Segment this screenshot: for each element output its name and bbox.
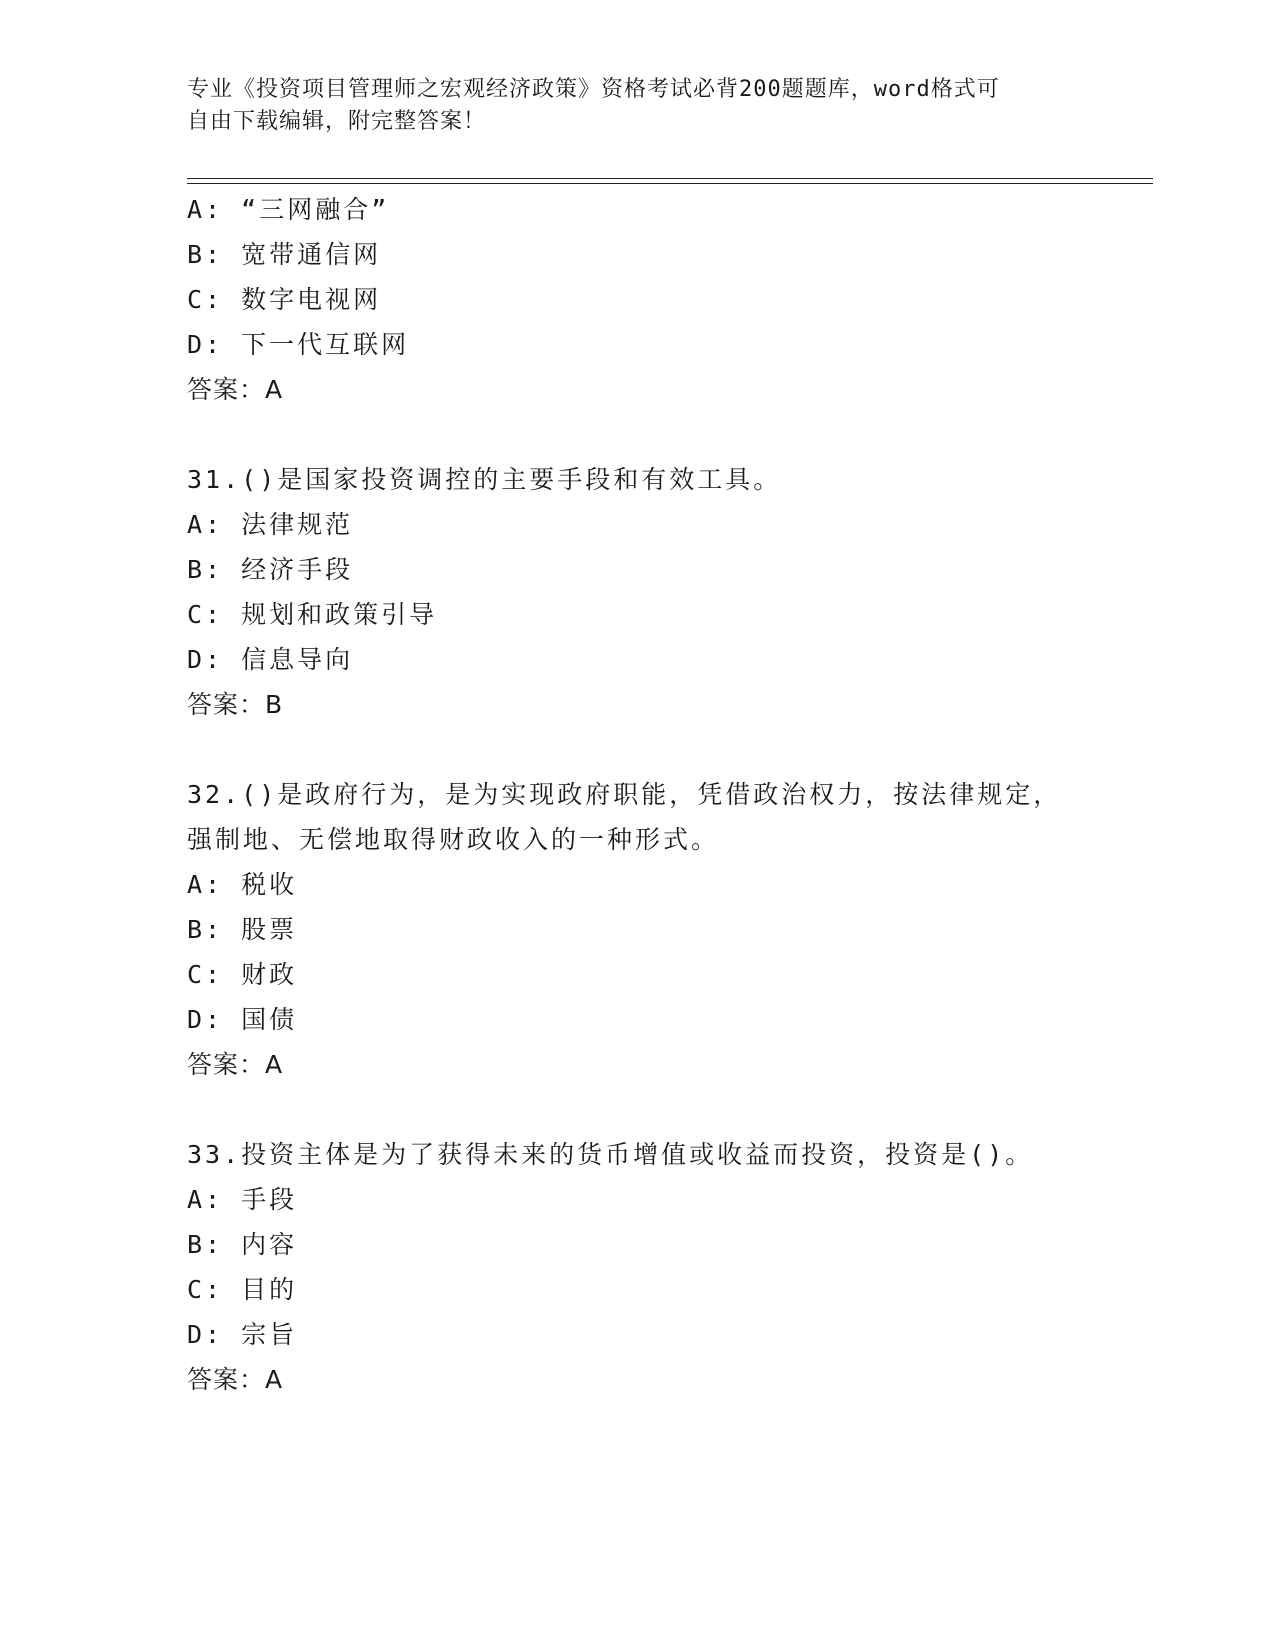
- q32-answer: 答案：A: [187, 1050, 284, 1079]
- q32-stem-line-1: 32.()是政府行为，是为实现政府职能，凭借政治权力，按法律规定，: [187, 780, 1062, 809]
- q32-option-c: C: 财政: [187, 960, 298, 989]
- q30-answer: 答案：A: [187, 375, 284, 404]
- q31-option-c: C: 规划和政策引导: [187, 600, 438, 629]
- q32-stem-line-2: 强制地、无偿地取得财政收入的一种形式。: [187, 825, 720, 854]
- header-divider-top: [187, 178, 1153, 179]
- q32-option-b: B: 股票: [187, 915, 298, 944]
- q30-option-c: C: 数字电视网: [187, 285, 382, 314]
- header-divider-bottom: [187, 183, 1153, 184]
- q32-option-a: A: 税收: [187, 870, 298, 899]
- header-line-2: 自由下载编辑，附完整答案！: [187, 109, 487, 134]
- q30-option-b: B: 宽带通信网: [187, 240, 382, 269]
- q31-answer: 答案：B: [187, 690, 284, 719]
- q33-option-c: C: 目的: [187, 1275, 298, 1304]
- q31-option-b: B: 经济手段: [187, 555, 354, 584]
- q33-option-d: D: 宗旨: [187, 1320, 298, 1349]
- q30-option-d: D: 下一代互联网: [187, 330, 410, 359]
- q31-option-a: A: 法律规范: [187, 510, 354, 539]
- q33-option-b: B: 内容: [187, 1230, 298, 1259]
- document-header: [187, 74, 1067, 138]
- header-line-1: 专业《投资项目管理师之宏观经济政策》资格考试必背200题题库，word格式可: [187, 77, 1000, 102]
- q31-stem: 31.()是国家投资调控的主要手段和有效工具。: [187, 465, 782, 494]
- q31-option-d: D: 信息导向: [187, 645, 354, 674]
- q33-answer: 答案：A: [187, 1365, 284, 1394]
- q32-option-d: D: 国债: [187, 1005, 298, 1034]
- q33-option-a: A: 手段: [187, 1185, 298, 1214]
- q33-stem: 33.投资主体是为了获得未来的货币增值或收益而投资，投资是()。: [187, 1140, 1034, 1169]
- q30-option-a: A: “三网融合”: [187, 195, 390, 224]
